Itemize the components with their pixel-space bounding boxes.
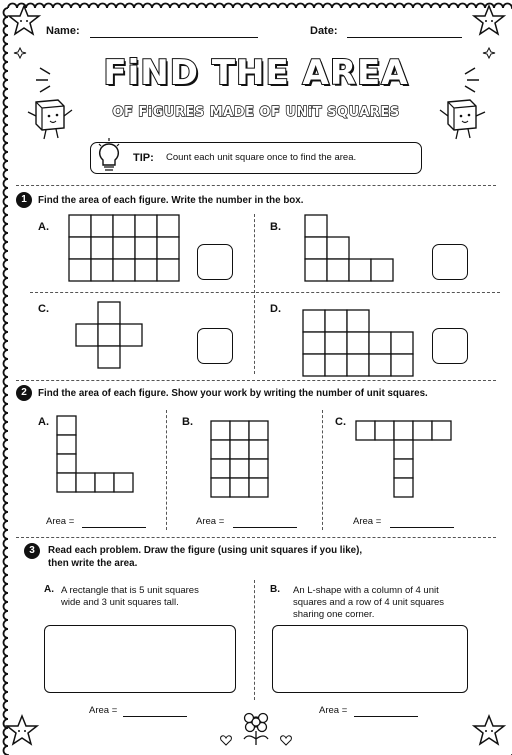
unit-square — [157, 259, 179, 281]
unit-square — [391, 354, 413, 376]
item-3a-text-line-2: wide and 3 unit squares tall. — [61, 597, 179, 608]
area-label-2b: Area = — [196, 516, 225, 527]
unit-square — [57, 435, 76, 454]
unit-square — [135, 259, 157, 281]
unit-square — [249, 421, 268, 440]
unit-square — [349, 259, 371, 281]
date-label: Date: — [310, 25, 338, 37]
area-label-3b: Area = — [319, 705, 348, 716]
unit-square — [91, 237, 113, 259]
tip-text: Count each unit square once to find the area. — [166, 152, 357, 163]
unit-square — [211, 440, 230, 459]
unit-square — [57, 416, 76, 435]
unit-square — [303, 332, 325, 354]
unit-square — [375, 421, 394, 440]
unit-square — [303, 310, 325, 332]
section-3-number: 3 — [24, 543, 40, 559]
unit-square — [57, 454, 76, 473]
item-3b-label: B. — [270, 584, 280, 595]
unit-square — [305, 215, 327, 237]
unit-square — [91, 259, 113, 281]
unit-square — [113, 215, 135, 237]
unit-square — [76, 324, 98, 346]
unit-square — [98, 302, 120, 324]
item-3b-text-line-1: An L-shape with a column of 4 unit — [293, 585, 439, 596]
figure-2c — [356, 421, 451, 497]
item-3a-text-line-1: A rectangle that is 5 unit squares — [61, 585, 199, 596]
unit-square — [135, 215, 157, 237]
area-label-2a: Area = — [46, 516, 75, 527]
unit-square — [113, 237, 135, 259]
unit-square — [305, 259, 327, 281]
unit-square — [249, 478, 268, 497]
unit-square — [394, 459, 413, 478]
unit-square — [325, 354, 347, 376]
unit-square — [347, 310, 369, 332]
tip-label: TIP: — [133, 152, 154, 164]
unit-square — [57, 473, 76, 492]
figure-1d — [303, 310, 413, 376]
name-label: Name: — [46, 25, 80, 37]
item-1a-label: A. — [38, 221, 49, 233]
unit-square — [95, 473, 114, 492]
figure-1c — [76, 302, 142, 368]
unit-square — [69, 259, 91, 281]
unit-square — [69, 237, 91, 259]
section-2-number: 2 — [16, 385, 32, 401]
unit-square — [91, 215, 113, 237]
figure-1b — [305, 215, 393, 281]
unit-square — [120, 324, 142, 346]
unit-square — [230, 440, 249, 459]
item-1d-label: D. — [270, 303, 281, 315]
unit-square — [327, 237, 349, 259]
unit-square — [230, 421, 249, 440]
item-2a-label: A. — [38, 416, 49, 428]
unit-square — [369, 354, 391, 376]
unit-square — [347, 354, 369, 376]
unit-square — [394, 478, 413, 497]
unit-square — [76, 473, 95, 492]
unit-square — [356, 421, 375, 440]
unit-square — [157, 215, 179, 237]
unit-square — [211, 421, 230, 440]
unit-square — [347, 332, 369, 354]
unit-square — [211, 459, 230, 478]
unit-square — [230, 478, 249, 497]
unit-square — [135, 237, 157, 259]
unit-square — [69, 215, 91, 237]
figure-2b — [211, 421, 268, 497]
section-1-number: 1 — [16, 192, 32, 208]
unit-square — [113, 259, 135, 281]
item-1c-label: C. — [38, 303, 49, 315]
unit-square — [98, 324, 120, 346]
item-3b-text-line-3: sharing one corner. — [293, 609, 375, 620]
section-3-instruction-line-2: then write the area. — [48, 558, 138, 569]
unit-square — [249, 459, 268, 478]
unit-square — [249, 440, 268, 459]
unit-square — [305, 237, 327, 259]
figure-2a — [57, 416, 133, 492]
unit-square — [394, 440, 413, 459]
unit-square — [114, 473, 133, 492]
unit-square — [413, 421, 432, 440]
page-subtitle: OF FiGURES MADE OF UNiT SQUARES — [112, 105, 400, 120]
item-3a-label: A. — [44, 584, 54, 595]
section-3-instruction-line-1: Read each problem. Draw the figure (using unit squares if you like), — [48, 545, 363, 556]
item-2c-label: C. — [335, 416, 346, 428]
area-label-2c: Area = — [353, 516, 382, 527]
unit-square — [327, 259, 349, 281]
item-2b-label: B. — [182, 416, 193, 428]
unit-square — [432, 421, 451, 440]
unit-square — [325, 310, 347, 332]
unit-square — [394, 421, 413, 440]
unit-square — [369, 332, 391, 354]
unit-square — [391, 332, 413, 354]
unit-square — [230, 459, 249, 478]
unit-square — [211, 478, 230, 497]
unit-square — [325, 332, 347, 354]
section-2-instruction: Find the area of each figure. Show your work by writing the number of unit squares. — [38, 388, 428, 399]
unit-square — [303, 354, 325, 376]
unit-square — [157, 237, 179, 259]
figure-1a — [69, 215, 179, 281]
unit-square — [98, 346, 120, 368]
item-1b-label: B. — [270, 221, 281, 233]
unit-square — [371, 259, 393, 281]
item-3b-text-line-2: squares and a row of 4 unit squares — [293, 597, 445, 608]
area-label-3a: Area = — [89, 705, 118, 716]
section-1-instruction: Find the area of each figure. Write the number in the box. — [38, 195, 304, 206]
page-title: FiND THE AREA — [103, 53, 409, 93]
